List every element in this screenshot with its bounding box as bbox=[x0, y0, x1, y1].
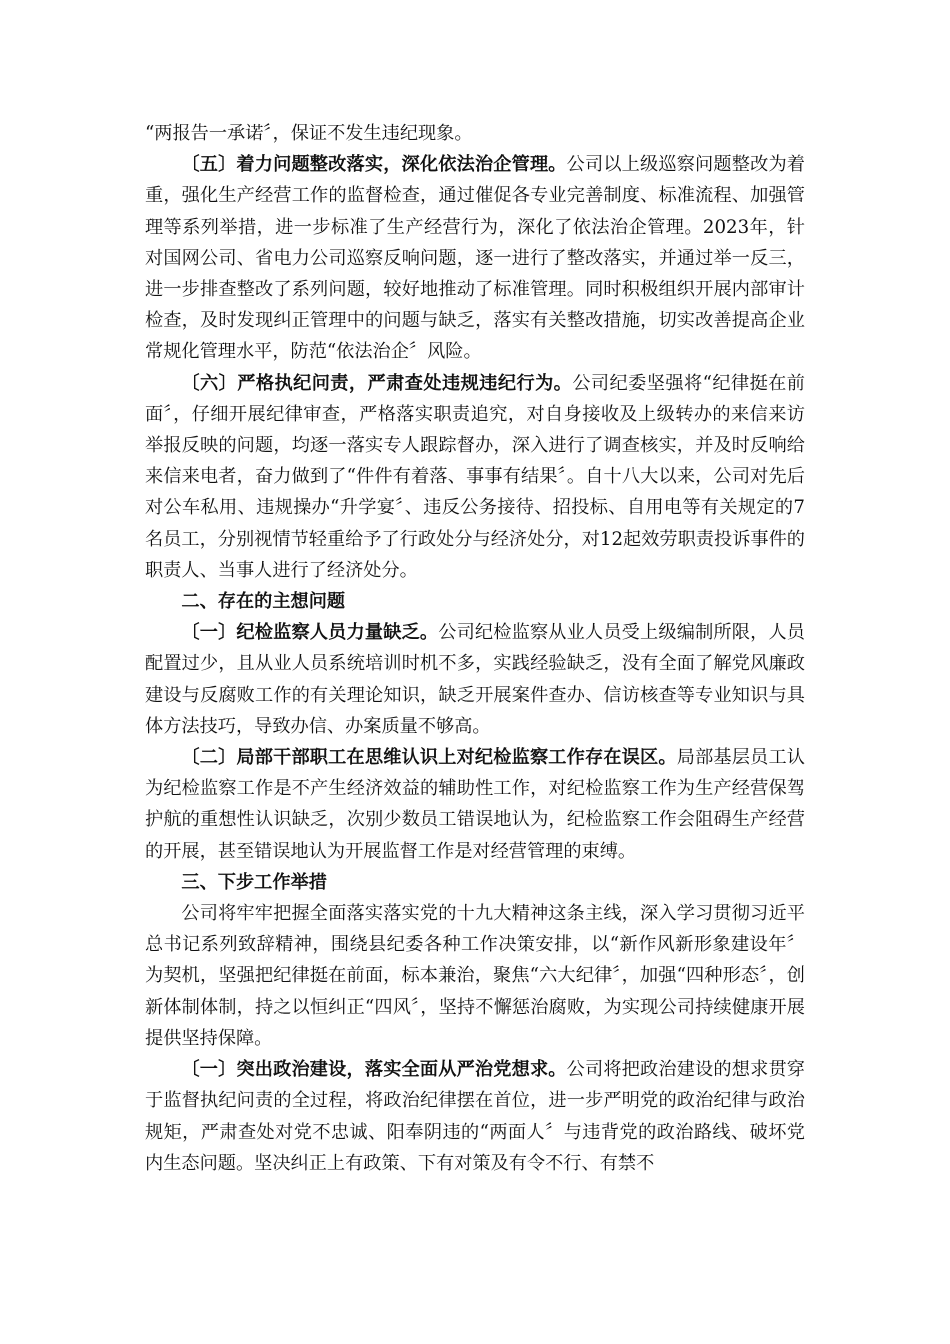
paragraph-misconception bbox=[145, 742, 805, 867]
paragraph-staff-shortage bbox=[145, 617, 805, 742]
paragraph-text: 局部基层员工认为纪检监察工作是不产生经济效益的辅助性工作，对纪检监察工作为生产经营保驾护航的重想性认识缺乏，次别少数员工错误地认为，纪检监察工作会阻碍生产经营的开展，甚至错误地认为开展监督工作是对经营管理的束缚。 bbox=[145, 747, 805, 862]
paragraph-main-line bbox=[145, 898, 805, 1054]
heading-text: 二、存在的主想问题 bbox=[181, 591, 346, 613]
paragraph-discipline-accountability bbox=[145, 368, 805, 586]
paragraph-text: 公司以上级巡察问题整改为着重，强化生产经营工作的监督检查，通过催促各专业完善制度、标准流程、加强管理等系列举措，进一步标准了生产经营行为，深化了依法治企管理。2023年，针对国网公司、省电力公司巡察反响问题，逐一进行了整改落实，并通过举一反三，进一步排查整改了系列问题，较好地推动了标准管理。同时积极组织开展内部审计检查，及时发现纠正管理中的问题与缺乏，落实有关整改措施，切实改善提高企业常规化管理水平，防范“依法治企〞风险。 bbox=[145, 154, 805, 363]
paragraph-political-building bbox=[145, 1054, 805, 1179]
paragraph-rectification bbox=[145, 149, 805, 367]
paragraph-lead: 〔六〕严格执纪问责，严肃查处违规违纪行为。 bbox=[181, 372, 573, 394]
paragraph-text: 公司将把政治建设的想求贯穿于监督执纪问责的全过程，将政治纪律摆在首位，进一步严明党的政治纪律与政治规矩，严肃查处对党不忠诚、阳奉阴违的“两面人〞与违背党的政治路线、破坏党内生态问题。坚决纠正上有政策、下有对策及有令不行、有禁不 bbox=[145, 1059, 805, 1174]
section-heading-next-steps bbox=[145, 867, 805, 898]
paragraph-lead: 〔一〕纪检监察人员力量缺乏。 bbox=[181, 622, 439, 644]
paragraph-text: “两报告一承诺〞，保证不发生违纪现象。 bbox=[145, 123, 473, 144]
heading-text: 三、下步工作举措 bbox=[181, 871, 327, 893]
document-body bbox=[145, 118, 805, 1179]
paragraph-lead: 〔五〕着力问题整改落实，深化依法治企管理。 bbox=[181, 154, 567, 176]
paragraph-continuation bbox=[145, 118, 805, 149]
paragraph-text: 公司纪委坚强将“纪律挺在前面〞，仔细开展纪律审查，严格落实职责追究，对自身接收及上级转办的来信来访举报反映的问题，均逐一落实专人跟踪督办，深入进行了调查核实，并及时反响给来信来电者，奋力做到了“件件有着落、事事有结果〞。自十八大以来，公司对先后对公车私用、违规操办“升学宴〞、违反公务接待、招投标、自用电等有关规定的7名员工，分别视情节轻重给予了行政处分与经济处分，对12起效劳职责投诉事件的职责人、当事人进行了经济处分。 bbox=[145, 372, 805, 581]
paragraph-lead: 〔二〕局部干部职工在思维认识上对纪检监察工作存在误区。 bbox=[181, 747, 677, 769]
paragraph-text: 公司将牢牢把握全面落实落实党的十九大精神这条主线，深入学习贯彻习近平总书记系列致辞精神，围绕县纪委各种工作决策安排，以“新作风新形象建设年〞为契机，坚强把纪律挺在前面，标本兼治，聚焦“六大纪律〞，加强“四种形态〞，创新体制体制，持之以恒纠正“四风〞，坚持不懈惩治腐败，为实现公司持续健康开展提供坚持保障。 bbox=[145, 903, 805, 1049]
paragraph-lead: 〔一〕突出政治建设，落实全面从严治党想求。 bbox=[181, 1059, 567, 1081]
section-heading-problems bbox=[145, 586, 805, 617]
paragraph-text: 公司纪检监察从业人员受上级编制所限，人员配置过少，且从业人员系统培训时机不多，实践经验缺乏，没有全面了解党风廉政建设与反腐败工作的有关理论知识，缺乏开展案件查办、信访核查等专业知识与具体方法技巧，导致办信、办案质量不够高。 bbox=[145, 622, 805, 737]
